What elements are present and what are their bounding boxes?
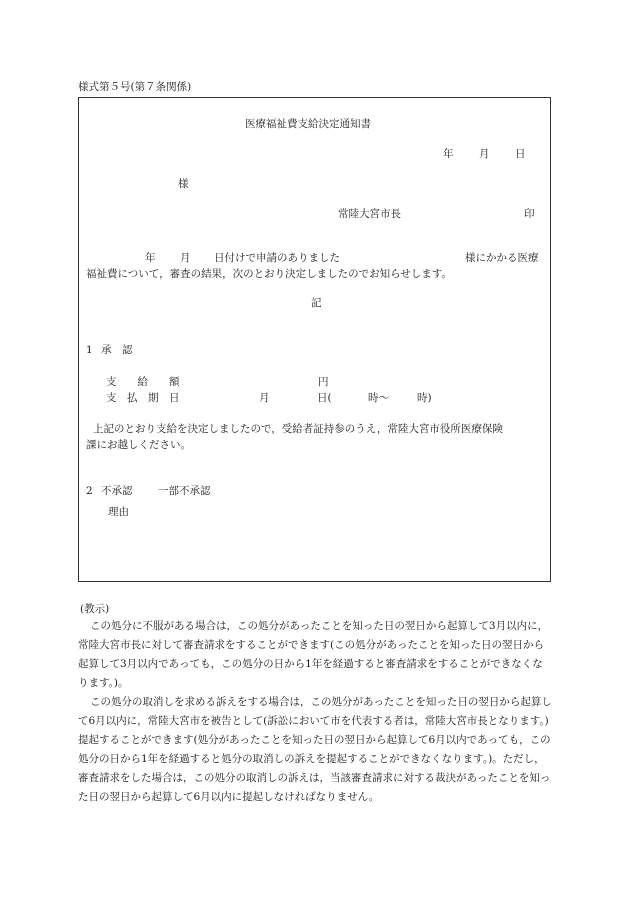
payment-day-label: 日( [317,392,332,404]
intro-month-label: 月 [180,252,191,264]
approval-heading: 承 認 [101,344,133,356]
date-year-label: 年 [443,148,454,160]
kyoji-heading: (教示) [80,603,110,615]
rejection-number: 2 [86,485,93,497]
payment-time-from: 時～ [368,392,389,404]
payment-month-label: 月 [259,392,270,404]
form-number: 様式第５号(第７条関係) [78,81,192,93]
kyoji-paragraph-2: この処分の取消しを求める訴えをする場合は，この処分があったことを知った日の翌日から起算して6月以内に，常陸大宮市を被告として(訴訟において市を代表する者は，常陸大宮市長となります。)提起することができます(処分があったことを知った日の翌日から起算して6月以内であっても，この処分の日から1年を経過すると処分の取消しの訴えを提起することができなくなります。)。ただし，審査請求をした場合は，この処分の取消しの訴えは，当該審査請求に対する裁決があったことを知った日の翌日から起算して6月以内に提起しなければなりません。 [78,696,552,803]
notice-title: 医療福祉費支給決定通知書 [245,118,371,130]
kyoji-body [78,617,552,807]
issuer-name: 常陸大宮市長 [338,208,401,220]
seal-mark: 印 [524,208,535,220]
rejection-heading: 不承認 [101,485,133,497]
approval-message-line2: 課にお越しください。 [86,439,191,451]
date-month-label: 月 [479,148,490,160]
payment-label: 支 払 期 日 [106,392,180,404]
intro-year-label: 年 [145,252,156,264]
intro-applied-text: 日付けで申請のありました [214,252,340,264]
approval-number: 1 [86,344,93,356]
notice-frame [78,97,551,582]
amount-unit: 円 [318,376,329,388]
date-day-label: 日 [515,148,526,160]
approval-message-line1: 上記のとおり支給を決定しましたので，受給者証持参のうえ，常陸大宮市役所医療保険 [93,423,503,435]
payment-time-to: 時) [417,392,432,404]
reason-label: 理由 [108,506,129,518]
addressee-suffix: 様 [178,178,189,190]
kyoji-paragraph-1: この処分に不服がある場合は，この処分があったことを知った日の翌日から起算して3月以内に，常陸大宮市長に対して審査請求をすることができます(この処分があったことを知った日の翌日から起算して3月以内であっても，この処分の日から1年を経過すると審査請求をすることができなくなります。)。 [78,620,549,689]
ki-label: 記 [311,297,322,309]
intro-concerning-text: 様にかかる医療 [465,252,539,264]
intro-line2: 福祉費について，審査の結果，次のとおり決定しましたのでお知らせします。 [86,268,452,280]
partial-rejection-label: 一部不承認 [158,485,211,497]
amount-label: 支 給 額 [106,376,180,388]
